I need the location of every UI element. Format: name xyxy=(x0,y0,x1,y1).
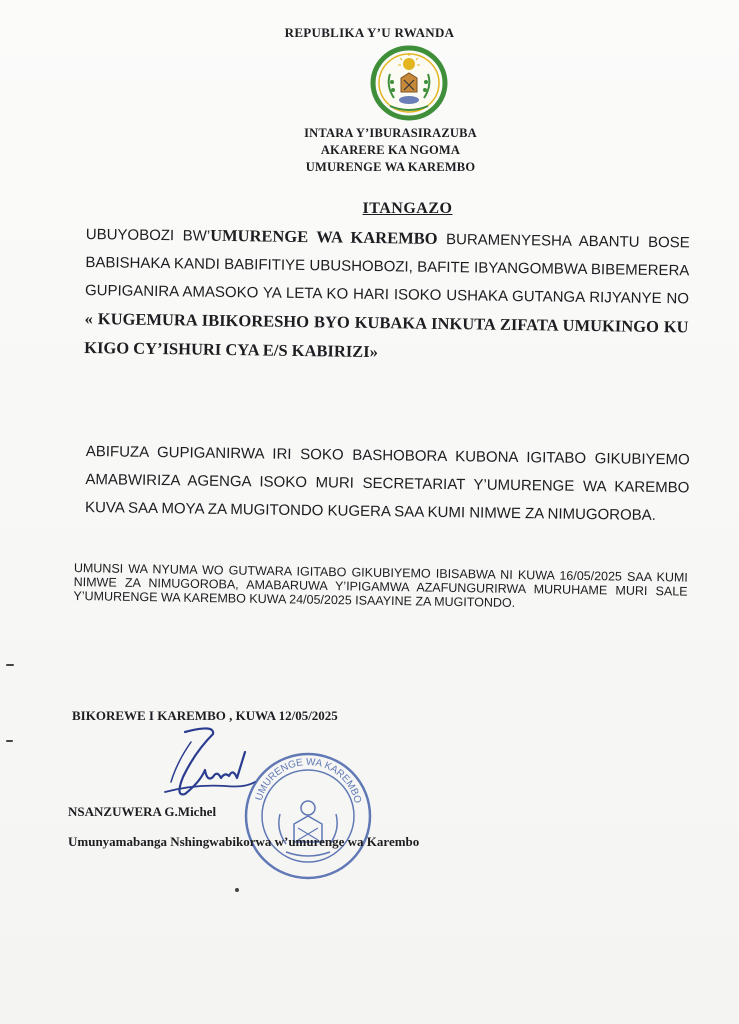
republic-heading: REPUBLIKA Y’U RWANDA xyxy=(284,25,455,40)
administrative-heading xyxy=(0,125,739,176)
sector-line: UMURENGE WA KAREMBO xyxy=(305,160,476,174)
signer-name: NSANZUWERA G.Michel xyxy=(68,804,217,819)
scan-mark xyxy=(6,664,14,666)
official-round-stamp-icon xyxy=(238,738,378,888)
document-title: ITANGAZO xyxy=(362,200,453,217)
sector-name: UMURENGE WA KAREMBO xyxy=(210,225,438,248)
stamp-text: UMURENGE WA KAREMBO xyxy=(253,756,363,805)
paragraph-deadlines: UMUNSI WA NYUMA WO GUTWARA IGITABO GIKUBIYEMO IBISABWA NI KUWA 16/05/2025 SAA KUMI NIMWE ZA NIMUGOROBA, AMABARUWA Y’IPIGAMWA AZAFUNGURIRWA MURUHAME MURI SALE Y’UMURENGE WA KAREMBO KUWA 24/05/2025 ISAAYINE ZA MUGITONDO. xyxy=(73,561,688,610)
district-line: AKARERE KA NGOMA xyxy=(320,143,461,157)
rwanda-coat-of-arms-icon xyxy=(368,44,450,122)
signer-role: Umunyamabanga Nshingwabikorwa w’umurenge wa Karembo xyxy=(68,834,420,849)
announcement-text: BURAMENYESHA ABANTU BOSE BABISHAKA KANDI BABIFITIYE UBUSHOBOZI, BAFITE IBYANGOMBWA BIBEMERERA GUPIGANIRA AMASOKO YA LETA KO HARI ISOKO USHAKA GUTANGA RIJYANYE NO xyxy=(84,230,690,308)
tender-subject: « KUGEMURA IBIKORESHO BYO KUBAKA INKUTA ZIFATA UMUKINGO KU KIGO CY’ISHURI CYA E/S KABIRIZI» xyxy=(84,308,689,362)
place-and-date: BIKOREWE I KAREMBO , KUWA 12/05/2025 xyxy=(72,708,338,723)
announcement-intro: UBUYOBOZI BW’ xyxy=(85,225,211,245)
scan-mark xyxy=(6,740,13,742)
province-line: INTARA Y’IBURASIRAZUBA xyxy=(304,126,477,140)
scan-mark xyxy=(235,888,239,892)
svg-text:UMURENGE WA KAREMBO xyxy=(254,757,363,805)
paragraph-bidding-documents: ABIFUZA GUPIGANIRWA IRI SOKO BASHOBORA KUBONA IGITABO GIKUBIYEMO AMABWIRIZA AGENGA ISOKO MURI SECRETARIAT Y’UMURENGE WA KAREMBO KUVA SAA MOYA ZA MUGITONDO KUGERA SAA KUMI NIMWE ZA NIMUGOROBA. xyxy=(84,442,690,524)
paragraph-announcement xyxy=(84,220,690,371)
